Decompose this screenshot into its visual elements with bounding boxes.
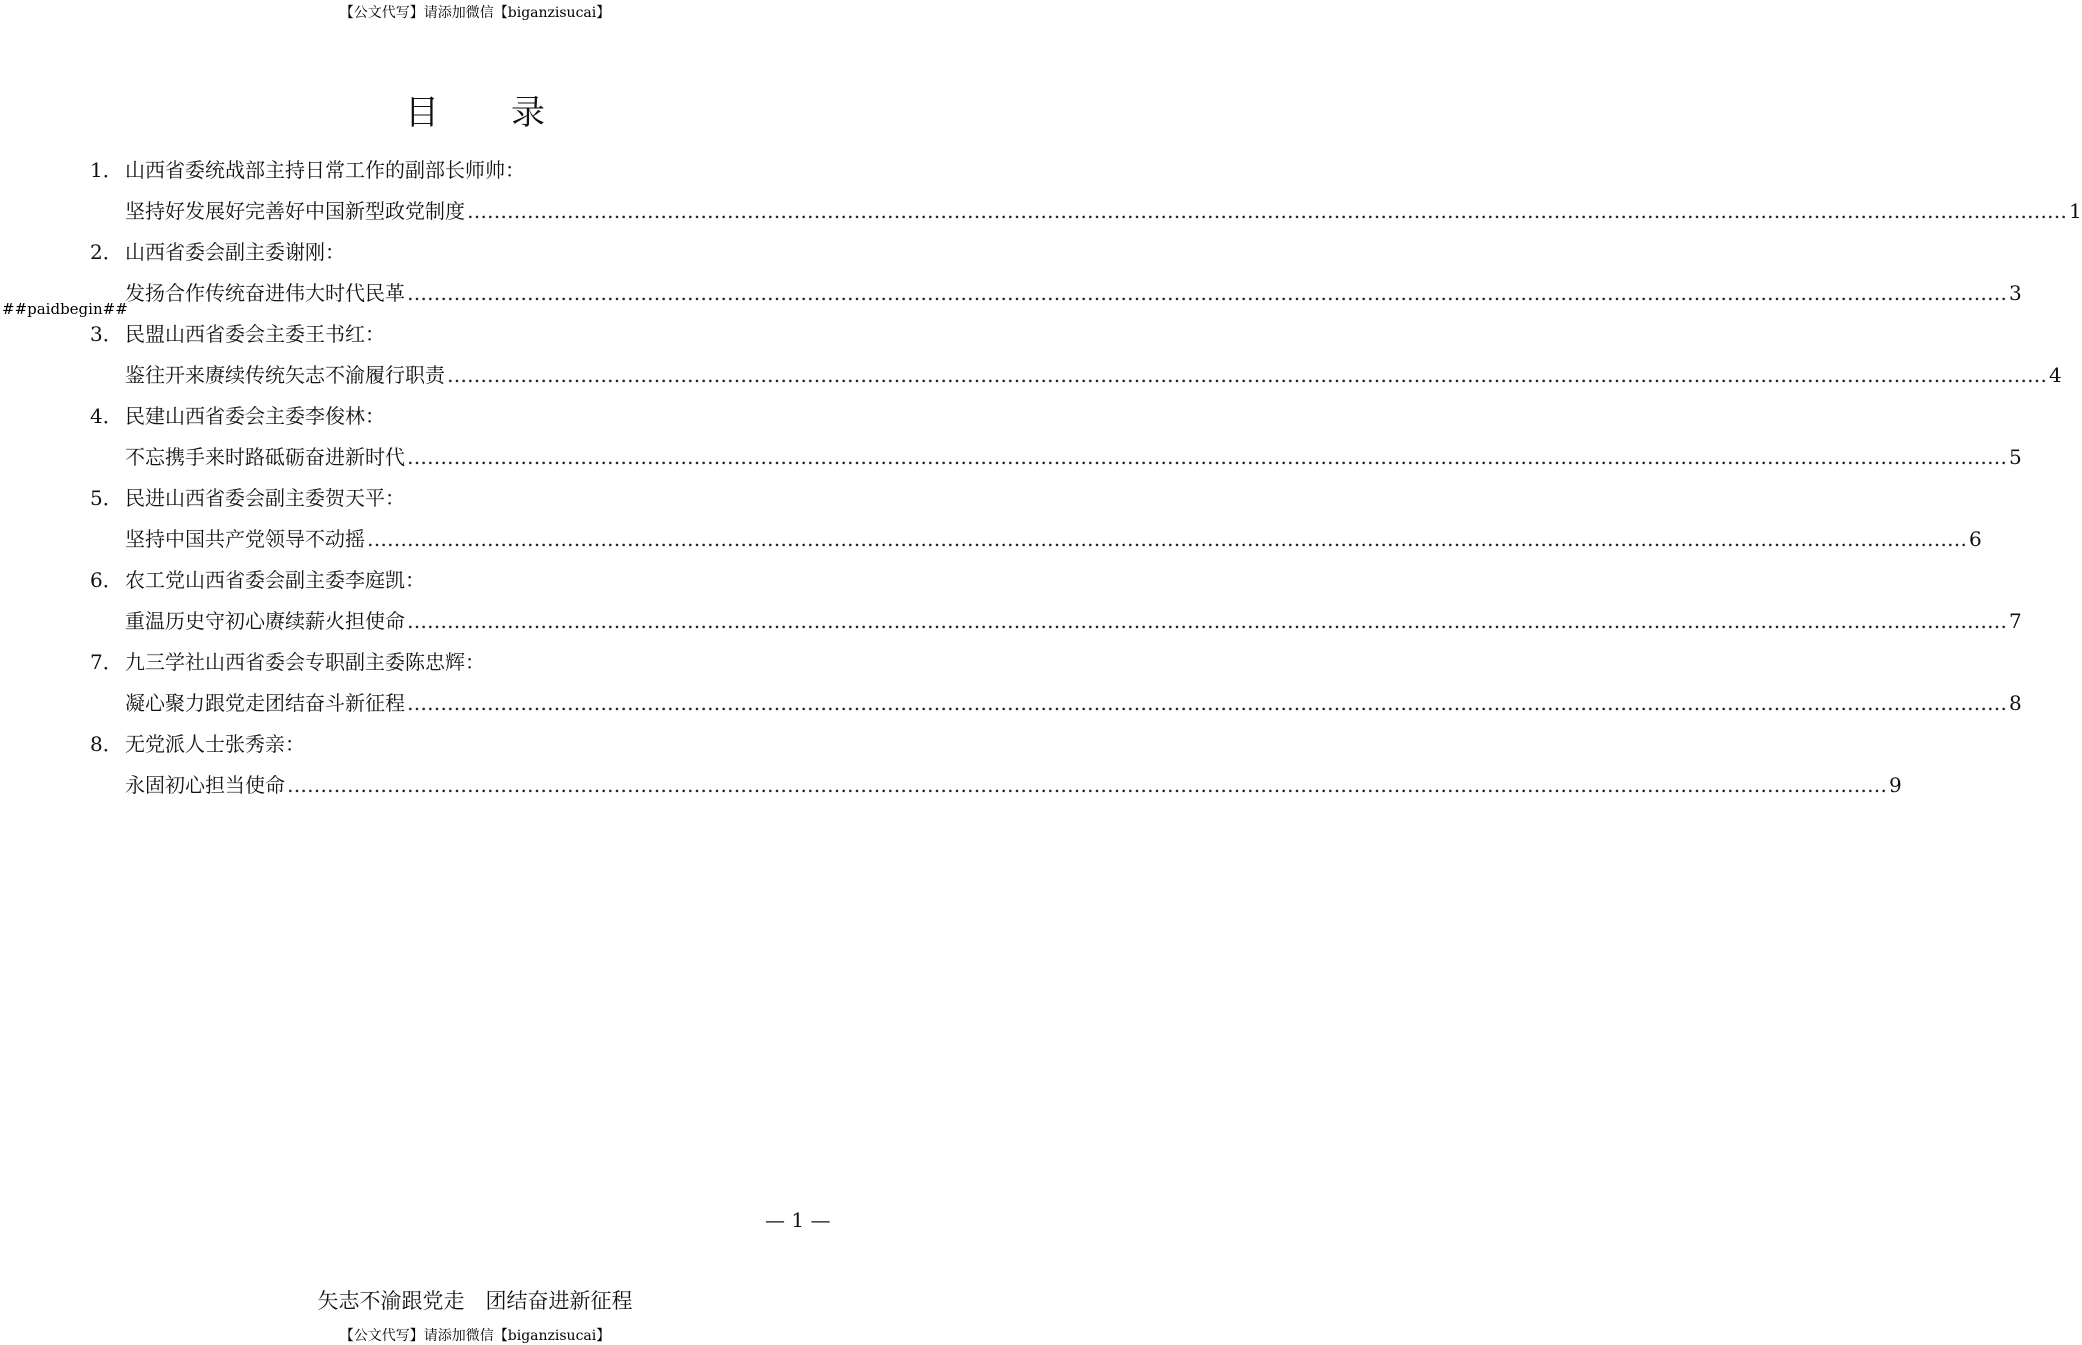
toc-entry-speaker: 九三学社山西省委会专职副主委陈忠辉： — [125, 650, 485, 674]
toc-entry-number: 3． — [90, 322, 123, 346]
toc-entry-number: 4． — [90, 404, 123, 428]
toc-entry[interactable] — [90, 396, 2022, 478]
toc-entry[interactable] — [90, 560, 2022, 642]
toc-entry-heading — [90, 232, 852, 273]
toc-entry-title: 坚持好发展好完善好中国新型政党制度 — [125, 199, 465, 223]
footer-slogan: 矢志不渝跟党走 团结奋进新征程 — [317, 1289, 633, 1313]
toc-entry-line[interactable] — [90, 765, 1902, 806]
toc-entry-heading — [90, 150, 852, 191]
toc-entry-title: 发扬合作传统奋进伟大时代民革 — [125, 281, 405, 305]
toc-entry-speaker: 农工党山西省委会副主委李庭凯： — [125, 568, 425, 592]
toc-entry-title: 永固初心担当使命 — [125, 773, 285, 797]
toc-leader-dots: …………………………………………………………………………………………………………………………………………………………………………………………………………………… — [407, 691, 2007, 715]
toc-entry-page: 3 — [2009, 281, 2022, 305]
footer-watermark: 【公文代写】请添加微信【biganzisucai】 — [339, 1328, 611, 1344]
toc-entry-page: 4 — [2049, 363, 2062, 387]
toc-entry-heading — [90, 642, 852, 683]
toc-entry-line[interactable] — [90, 601, 2022, 642]
toc-entry-number: 1． — [90, 158, 123, 182]
toc-leader-dots: …………………………………………………………………………………………………………………………………………………………………………………………………………………… — [447, 363, 2047, 387]
toc-entry[interactable] — [90, 642, 2022, 724]
toc-entry-speaker: 民进山西省委会副主委贺天平： — [125, 486, 405, 510]
toc-entry[interactable] — [90, 232, 2022, 314]
toc-entry-speaker: 无党派人士张秀亲： — [125, 732, 305, 756]
toc-entry-page: 5 — [2009, 445, 2022, 469]
toc-entry-number: 7． — [90, 650, 123, 674]
toc-entry-line[interactable] — [90, 273, 2022, 314]
toc-entry-number: 5． — [90, 486, 123, 510]
toc-entry-speaker: 民建山西省委会主委李俊林： — [125, 404, 385, 428]
toc-entry-speaker: 山西省委统战部主持日常工作的副部长师帅： — [125, 158, 525, 182]
table-of-contents — [90, 150, 2082, 806]
toc-leader-dots: …………………………………………………………………………………………………………………………………………………………………………………………………………………… — [287, 773, 1887, 797]
toc-entry-title: 坚持中国共产党领导不动摇 — [125, 527, 365, 551]
paid-begin-marker: ##paidbegin## — [2, 300, 128, 318]
toc-entry[interactable] — [90, 724, 1902, 806]
toc-entry-heading — [90, 560, 852, 601]
toc-entry-line[interactable] — [90, 191, 2082, 232]
toc-entry-number: 8． — [90, 732, 123, 756]
toc-entry-line[interactable] — [90, 355, 2062, 396]
toc-entry[interactable] — [90, 478, 1982, 560]
toc-entry-speaker: 民盟山西省委会主委王书红： — [125, 322, 385, 346]
page-title: 目 录 — [404, 92, 576, 133]
page-number: — 1 — — [765, 1208, 831, 1232]
toc-entry-heading — [90, 724, 852, 765]
toc-entry-title: 鉴往开来赓续传统矢志不渝履行职责 — [125, 363, 445, 387]
toc-entry-heading — [90, 314, 852, 355]
toc-entry[interactable] — [90, 314, 2062, 396]
toc-entry-line[interactable] — [90, 519, 1982, 560]
toc-entry-speaker: 山西省委会副主委谢刚： — [125, 240, 345, 264]
toc-leader-dots: …………………………………………………………………………………………………………………………………………………………………………………………………………………… — [407, 609, 2007, 633]
toc-entry-number: 2． — [90, 240, 123, 264]
toc-entry-page: 7 — [2009, 609, 2022, 633]
toc-entry-heading — [90, 396, 852, 437]
toc-entry[interactable] — [90, 150, 2082, 232]
toc-entry-page: 6 — [1969, 527, 1982, 551]
toc-entry-title: 凝心聚力跟党走团结奋斗新征程 — [125, 691, 405, 715]
toc-leader-dots: …………………………………………………………………………………………………………………………………………………………………………………………………………………… — [407, 445, 2007, 469]
toc-entry-page: 9 — [1889, 773, 1902, 797]
toc-leader-dots: …………………………………………………………………………………………………………………………………………………………………………………………………………………… — [467, 199, 2067, 223]
toc-entry-number: 6． — [90, 568, 123, 592]
toc-leader-dots: …………………………………………………………………………………………………………………………………………………………………………………………………………………… — [367, 527, 1967, 551]
header-watermark: 【公文代写】请添加微信【biganzisucai】 — [339, 5, 611, 21]
toc-leader-dots: …………………………………………………………………………………………………………………………………………………………………………………………………………………… — [407, 281, 2007, 305]
toc-entry-line[interactable] — [90, 683, 2022, 724]
toc-entry-page: 1 — [2069, 199, 2082, 223]
toc-entry-page: 8 — [2009, 691, 2022, 715]
toc-entry-heading — [90, 478, 852, 519]
toc-entry-line[interactable] — [90, 437, 2022, 478]
toc-entry-title: 不忘携手来时路砥砺奋进新时代 — [125, 445, 405, 469]
toc-entry-title: 重温历史守初心赓续薪火担使命 — [125, 609, 405, 633]
